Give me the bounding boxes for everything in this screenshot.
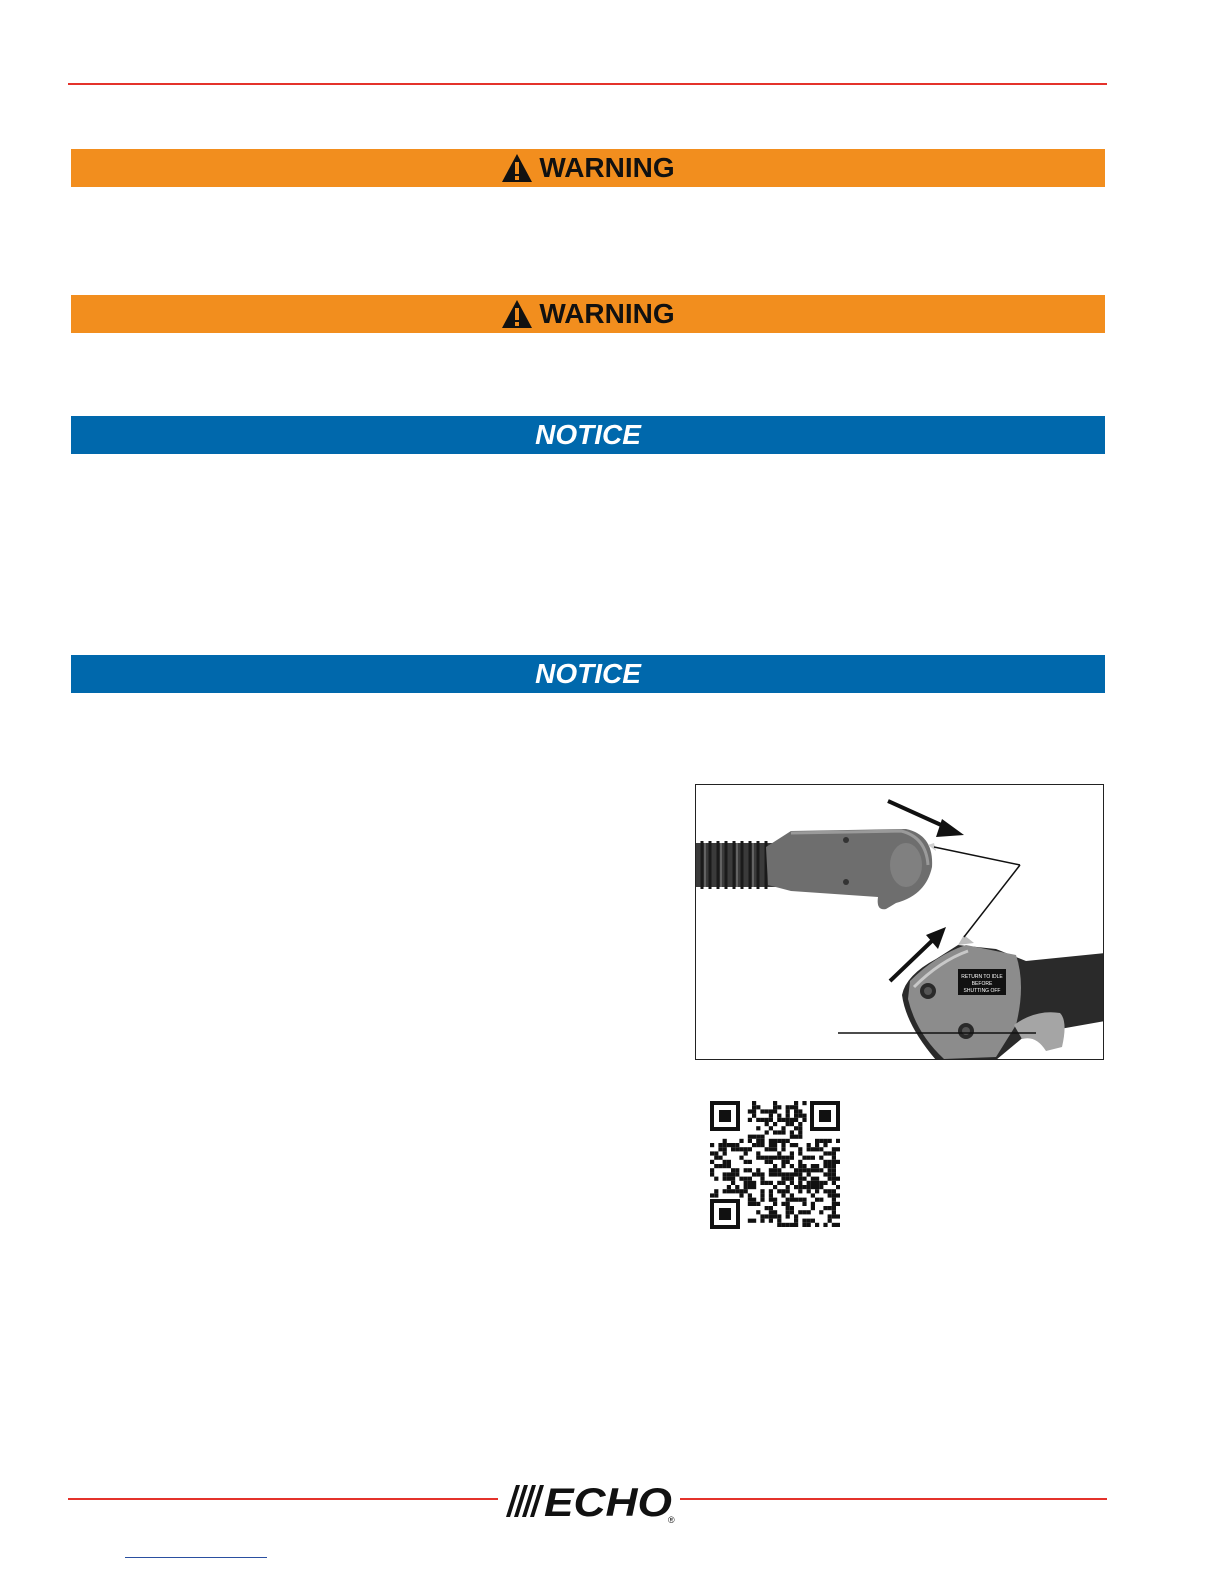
upper-handle-housing xyxy=(766,829,936,909)
warning-triangle-icon xyxy=(501,299,533,329)
footer-rule-right xyxy=(680,1498,1107,1500)
notice-banner xyxy=(71,416,1105,454)
throttle-handle-illustration xyxy=(696,785,1104,1060)
throttle-handle-figure xyxy=(695,784,1104,1060)
header-rule xyxy=(68,83,1107,85)
footer-rule-left xyxy=(68,1498,498,1500)
warning-triangle-icon xyxy=(501,153,533,183)
notice-banner xyxy=(71,655,1105,693)
notice-label: NOTICE xyxy=(535,658,641,689)
warning-label: WARNING xyxy=(539,298,675,329)
warning-banner xyxy=(71,295,1105,333)
lower-handle xyxy=(902,935,1104,1060)
logo-text: ECHO xyxy=(544,1481,672,1525)
warning-label: WARNING xyxy=(539,152,675,183)
corrugated-hose xyxy=(696,841,776,889)
warning-banner xyxy=(71,149,1105,187)
echo-logo xyxy=(498,1479,680,1525)
decal-line-1: RETURN TO IDLE xyxy=(961,974,1003,980)
decal-line-3: SHUTTING OFF xyxy=(963,988,1001,994)
registered-mark: ® xyxy=(668,1515,675,1525)
notice-label: NOTICE xyxy=(535,419,641,450)
decal-line-2: BEFORE xyxy=(971,981,993,987)
qr-code xyxy=(710,1101,840,1229)
footer-link-underline[interactable] xyxy=(125,1557,267,1558)
